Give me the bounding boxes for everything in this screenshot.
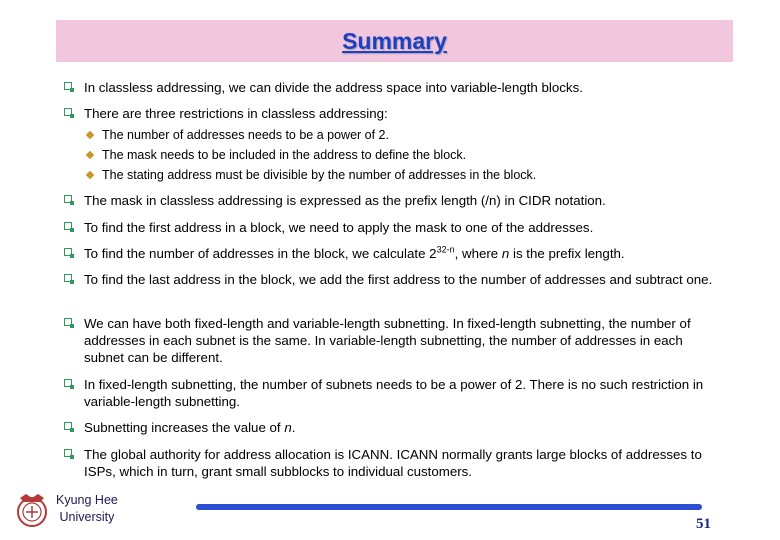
checkbox-bullet-icon — [64, 422, 72, 430]
sub-bullet-item — [102, 127, 702, 143]
bullet-text: In fixed-length subnetting, the number of subnets needs to be a power of 2. There is no such restriction in variable-length subnetting. — [84, 377, 704, 409]
sub-bullet-text: The stating address must be divisible by the number of addresses in the block. — [102, 168, 537, 182]
variable-n: n — [501, 246, 510, 261]
slide-title: Summary — [342, 28, 447, 54]
bullet-text — [84, 419, 724, 436]
checkbox-bullet-icon — [64, 248, 72, 256]
text-part: is the prefix length. — [509, 246, 625, 261]
diamond-bullet-icon — [86, 151, 94, 159]
variable-n: n — [284, 420, 292, 435]
diamond-bullet-icon — [86, 131, 94, 139]
checkbox-bullet-icon — [64, 379, 72, 387]
bullet-text: In classless addressing, we can divide the address space into variable-length blocks. — [84, 80, 583, 95]
checkbox-bullet-icon — [64, 222, 72, 230]
sub-bullet-text: The mask needs to be included in the address to define the block. — [102, 148, 467, 162]
checkbox-bullet-icon — [64, 274, 72, 282]
checkbox-bullet-icon — [64, 195, 72, 203]
text-part: , where — [454, 246, 502, 261]
sub-bullet-text: The number of addresses needs to be a power of 2. — [102, 128, 389, 142]
page-number: 51 — [696, 516, 711, 532]
university-name — [56, 492, 118, 526]
bullet-text: The global authority for address allocation is ICANN. ICANN normally grants large blocks of addresses to ISPs, which in turn, grant small subblocks to individual customers. — [84, 447, 702, 479]
university-line2: University — [59, 510, 115, 524]
checkbox-bullet-icon — [64, 82, 72, 90]
bullet-text: To find the last address in the block, we add the first address to the number of addresses and subtract one. — [84, 272, 713, 287]
sub-bullet-item — [102, 147, 702, 163]
sub-bullet-item — [102, 167, 702, 183]
title-bar — [56, 20, 733, 62]
bullet-text: The mask in classless addressing is expressed as the prefix length (/n) in CIDR notation. — [84, 193, 606, 208]
university-seal-icon — [12, 490, 52, 528]
text-part: To find the number of addresses in the block, we calculate 2 — [84, 246, 437, 261]
diamond-bullet-icon — [86, 171, 94, 179]
footer-divider — [196, 504, 702, 510]
bullet-text: We can have both fixed-length and variable-length subnetting. In fixed-length subnetting, the number of addresses in each subnet is the same. In variable-length subnetting, the number of addresses in each subnet can be different. — [84, 316, 691, 365]
exponent: 32-n — [436, 244, 455, 255]
checkbox-bullet-icon — [64, 449, 72, 457]
checkbox-bullet-icon — [64, 318, 72, 326]
university-line1: Kyung Hee — [56, 493, 118, 507]
checkbox-bullet-icon — [64, 108, 72, 116]
text-part: . — [291, 420, 296, 435]
bullet-text — [84, 245, 724, 262]
bullet-text: To find the first address in a block, we need to apply the mask to one of the addresses. — [84, 220, 594, 235]
text-part: Subnetting increases the value of — [84, 420, 285, 435]
bullet-text: There are three restrictions in classless addressing: — [84, 106, 388, 121]
